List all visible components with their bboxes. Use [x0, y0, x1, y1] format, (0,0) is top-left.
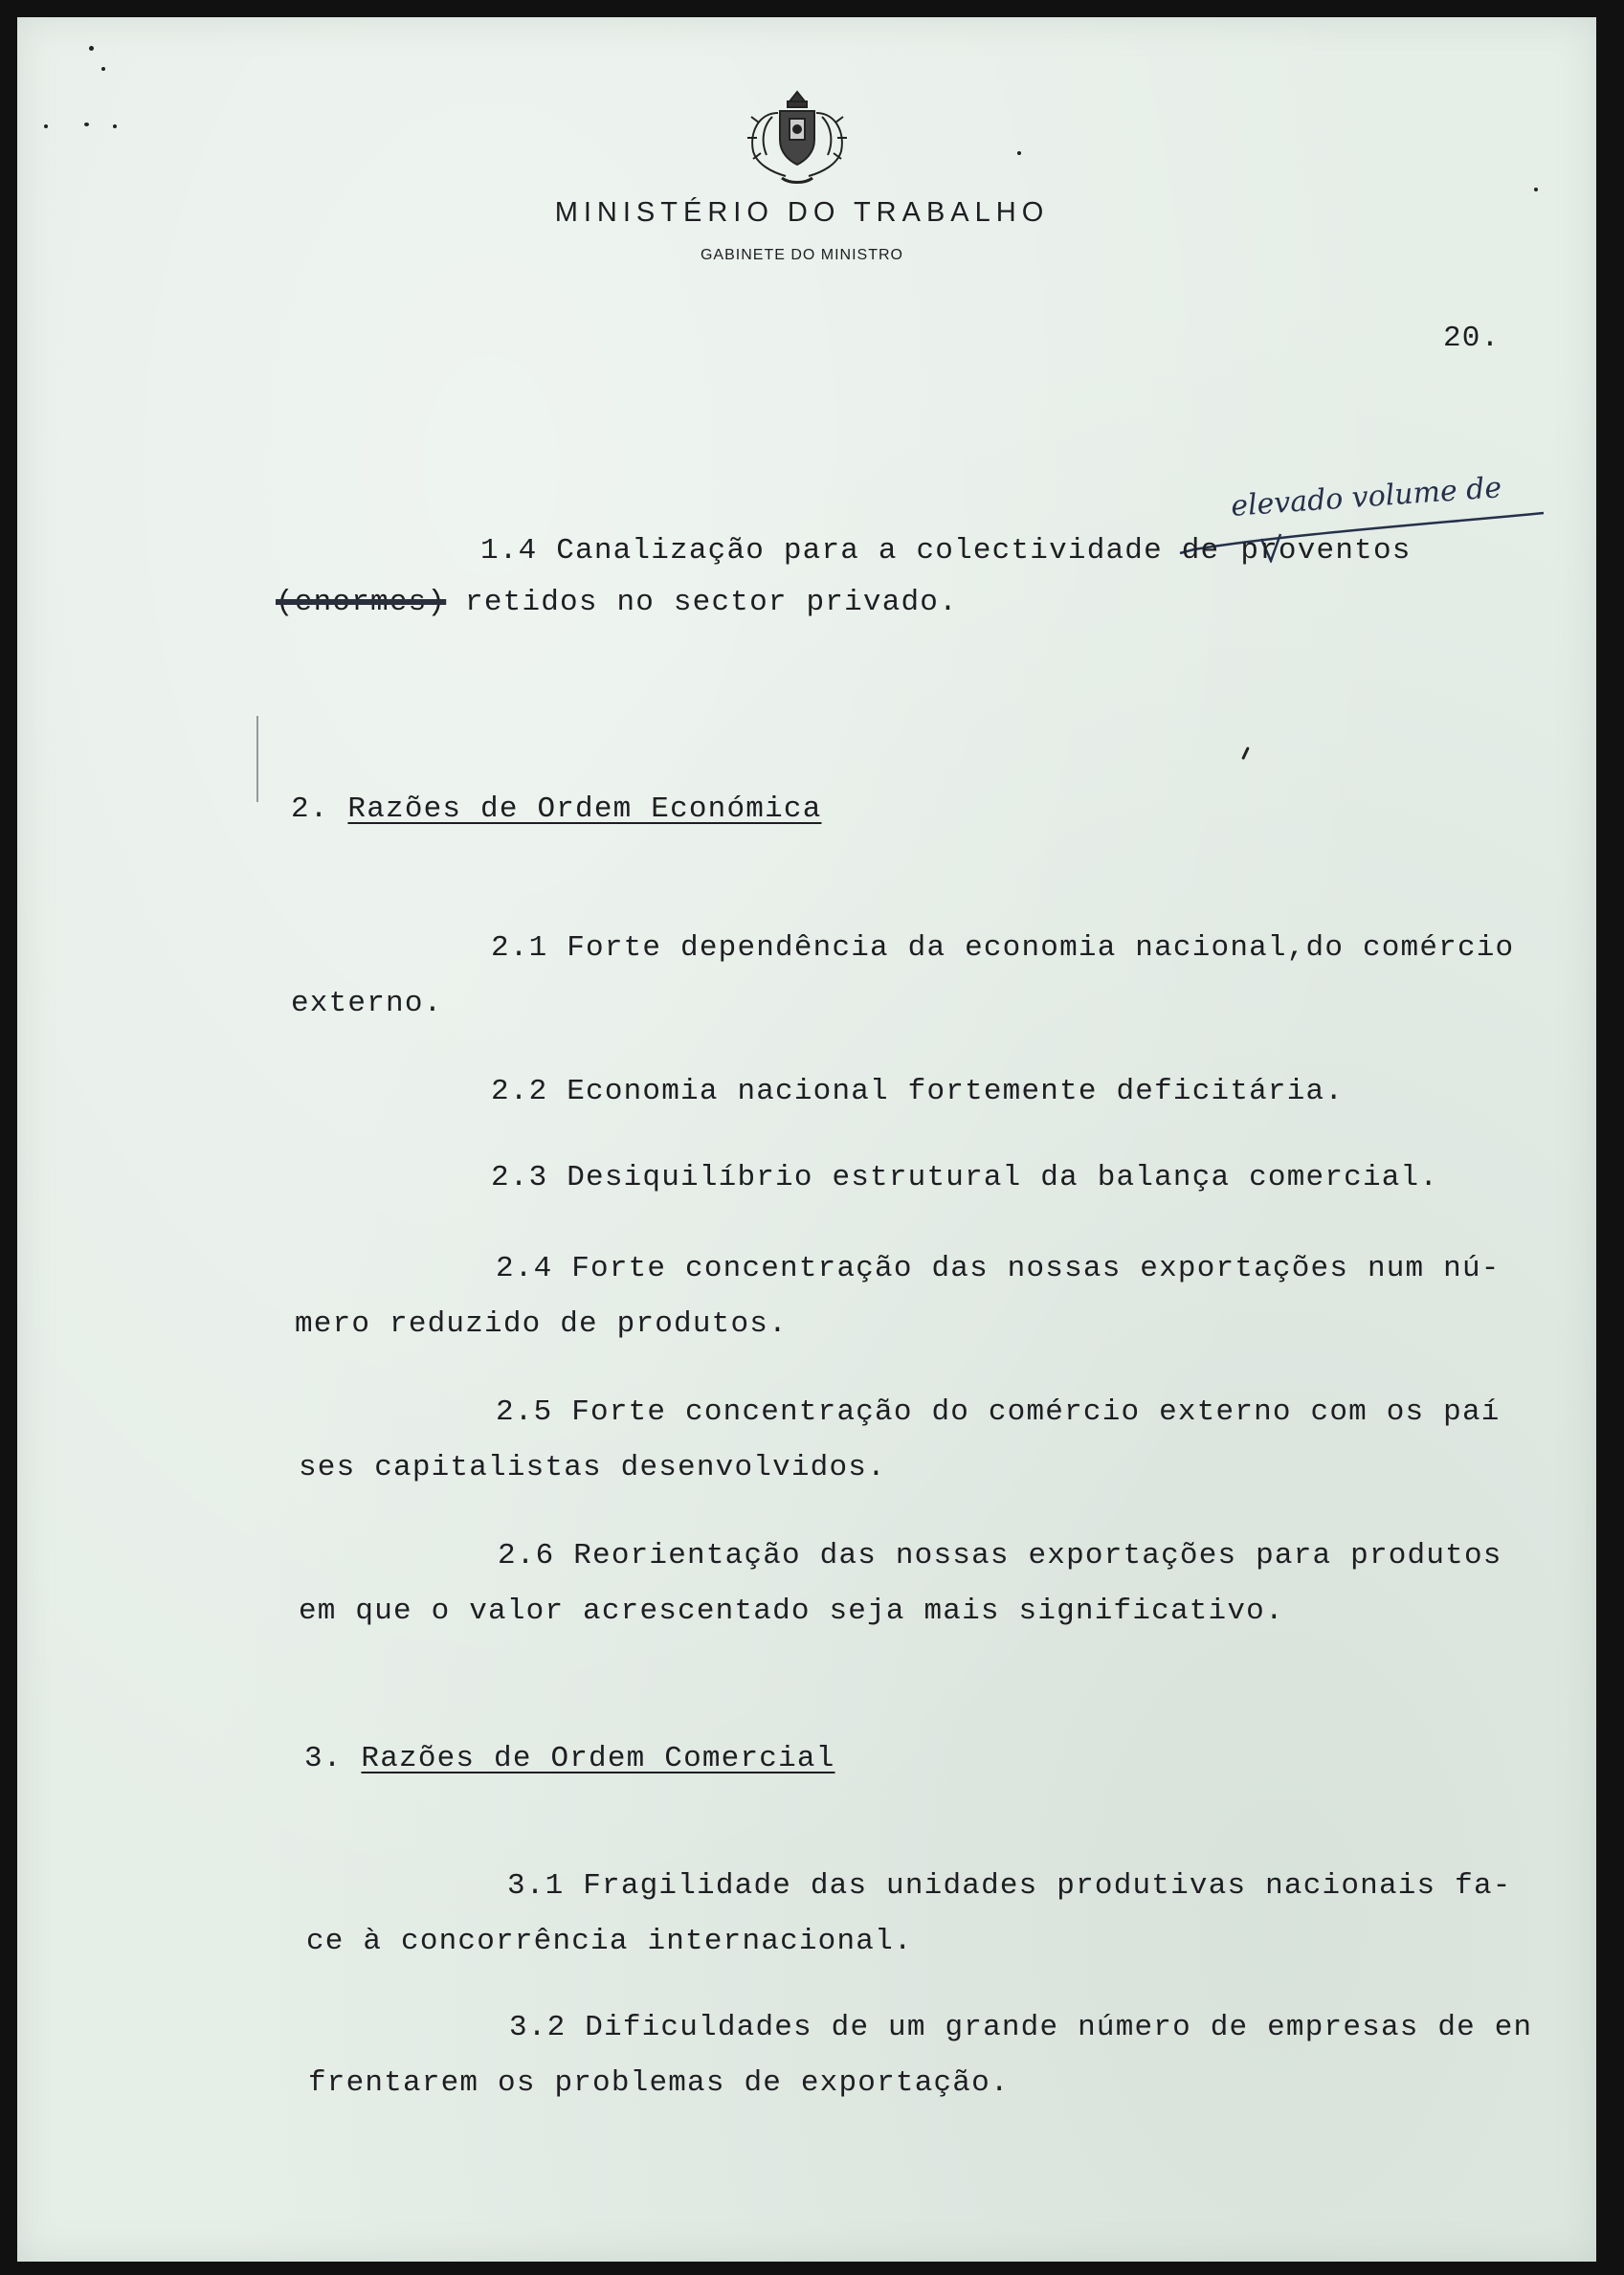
item-2-3: 2.3 Desiquilíbrio estrutural da balança comercial. [491, 1161, 1439, 1194]
item-2-4-line1: 2.4 Forte concentração das nossas exportações num nú- [496, 1252, 1501, 1285]
speck [1534, 188, 1538, 191]
speck [101, 67, 105, 71]
item-2-6-line2: em que o valor acrescentado seja mais significativo. [299, 1595, 1284, 1628]
cabinet-subtitle: GABINETE DO MINISTRO [700, 247, 903, 263]
item-3-1-line1: 3.1 Fragilidade das unidades produtivas nacionais fa- [507, 1869, 1512, 1903]
speck [1017, 151, 1021, 155]
page-number: 20. [1443, 322, 1501, 355]
section-2-number: 2. [291, 792, 348, 826]
struck-word: (enormes) [276, 586, 447, 619]
speck [89, 46, 94, 51]
item-1-4-line2 [276, 586, 958, 619]
item-2-5-line2: ses capitalistas desenvolvidos. [299, 1451, 886, 1484]
item-2-6-line1: 2.6 Reorientação das nossas exportações para produtos [498, 1539, 1502, 1572]
item-2-1-line2: externo. [291, 987, 443, 1020]
item-2-1-line1: 2.1 Forte dependência da economia nacional,do comércio [491, 931, 1515, 965]
margin-mark [256, 716, 258, 802]
section-3-number: 3. [304, 1742, 362, 1775]
item-1-4-text: 1.4 Canalização para a colectividade de [480, 534, 1220, 568]
speck [113, 124, 117, 128]
item-3-1-line2: ce à concorrência internacional. [306, 1925, 913, 1958]
item-3-2-line2: frentarem os problemas de exportação. [308, 2066, 1010, 2100]
item-2-2: 2.2 Economia nacional fortemente deficitária. [491, 1075, 1345, 1108]
section-3-title: Razões de Ordem Comercial [361, 1742, 835, 1775]
item-2-4-line2: mero reduzido de produtos. [295, 1307, 788, 1341]
item-2-5-line1: 2.5 Forte concentração do comércio externo com os paí [496, 1395, 1501, 1429]
speck [84, 123, 89, 126]
item-1-4-line2-text: retidos no sector privado. [446, 586, 958, 619]
ministry-title: MINISTÉRIO DO TRABALHO [554, 197, 1050, 228]
section-3-heading [304, 1742, 835, 1775]
coat-of-arms-emblem [740, 84, 855, 190]
item-3-2-line1: 3.2 Dificuldades de um grande número de empresas de en [509, 2011, 1533, 2044]
document-page [17, 17, 1596, 2262]
item-1-4-line1 [480, 534, 1412, 568]
speck [1241, 747, 1250, 760]
handwritten-insert: elevado volume de [1230, 471, 1503, 524]
section-2-heading [291, 792, 822, 826]
section-2-title: Razões de Ordem Económica [347, 792, 822, 826]
item-1-4-end: proventos [1240, 534, 1412, 568]
speck [44, 124, 48, 128]
